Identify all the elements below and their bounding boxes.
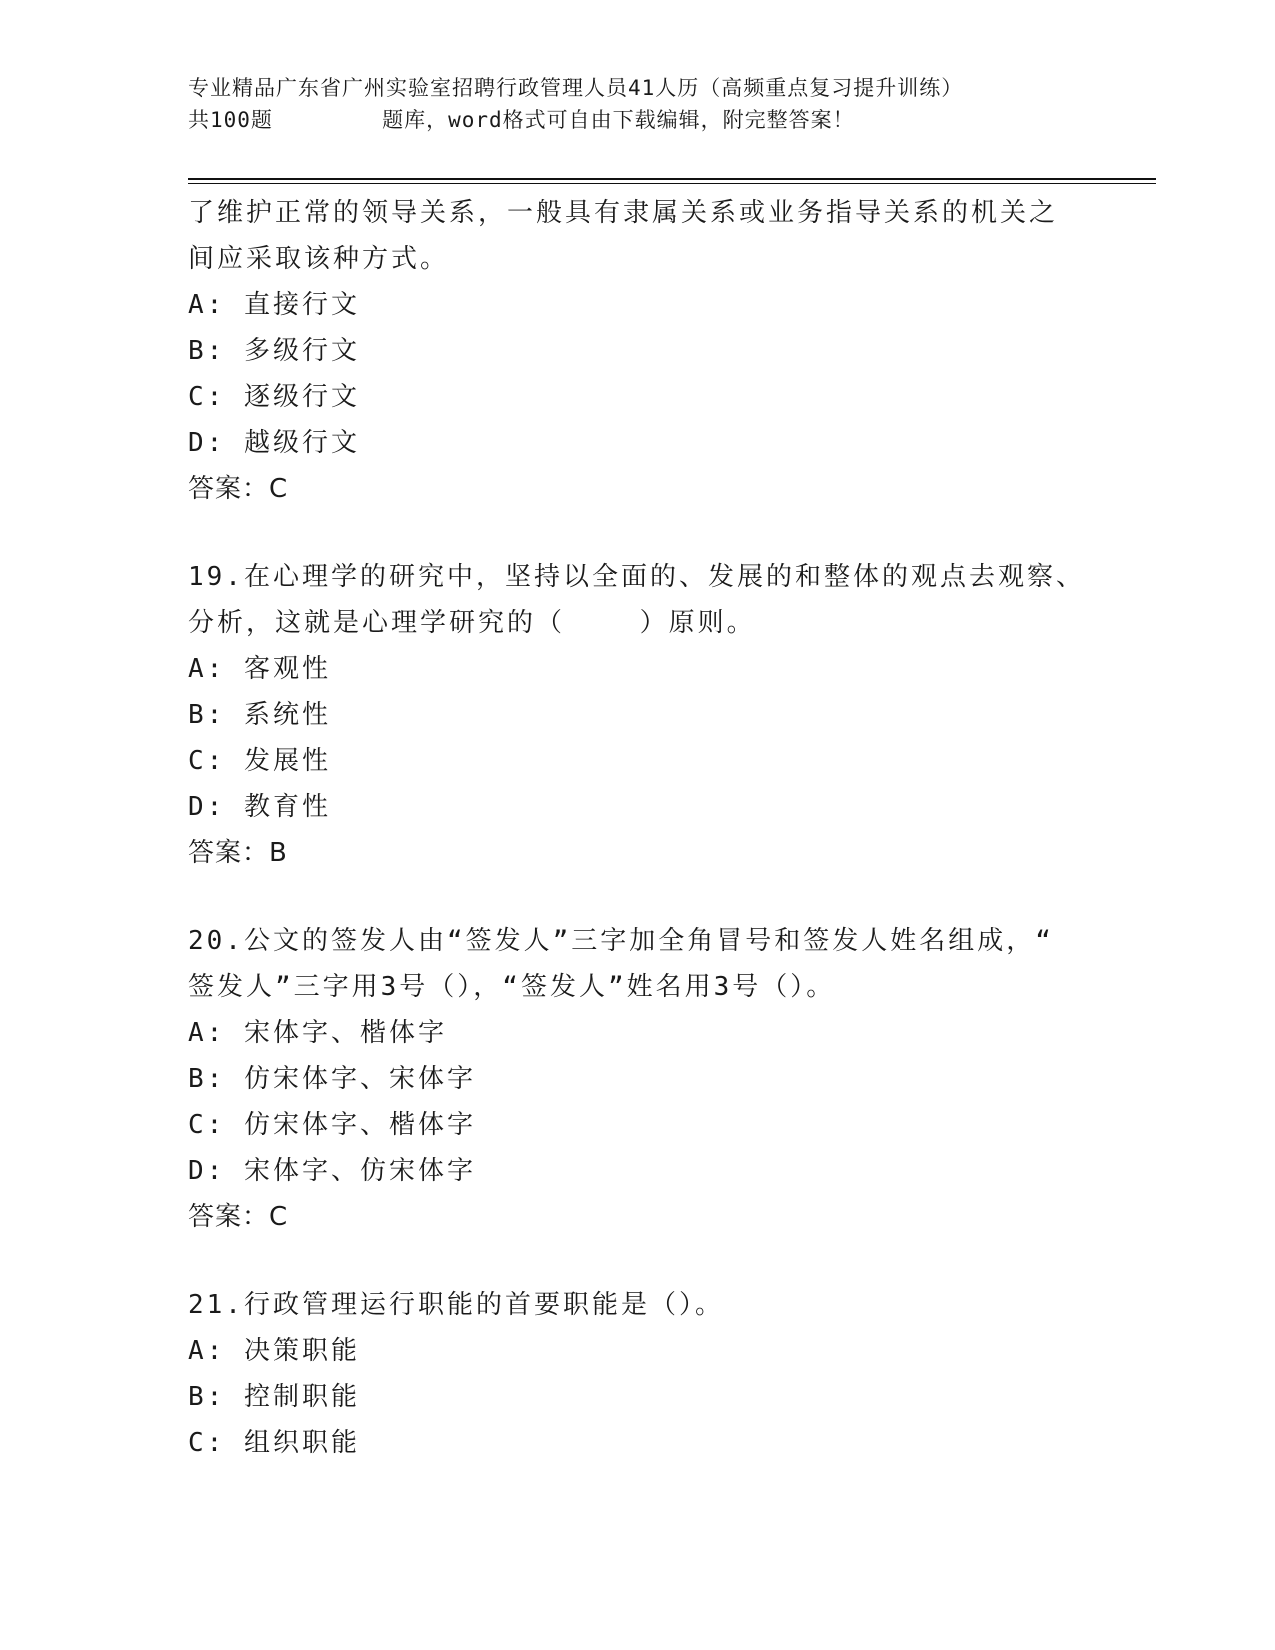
option-a: A: 客观性 (188, 654, 331, 684)
question-stem: 签发人”三字用3号（），“签发人”姓名用3号（）。 (188, 972, 836, 1002)
option-d: D: 教育性 (188, 792, 331, 822)
question-19 (188, 554, 1088, 876)
page-header (188, 72, 963, 136)
option-b: B: 多级行文 (188, 336, 360, 366)
option-c: C: 逐级行文 (188, 382, 360, 412)
question-18 (188, 190, 1088, 512)
option-c: C: 仿宋体字、楷体字 (188, 1110, 476, 1140)
option-d: D: 越级行文 (188, 428, 360, 458)
question-stem: 分析，这就是心理学研究的（ ）原则。 (188, 608, 756, 638)
question-20 (188, 918, 1088, 1240)
header-title-line: 专业精品广东省广州实验室招聘行政管理人员41人历（高频重点复习提升训练） (188, 76, 964, 100)
option-a: A: 直接行文 (188, 290, 360, 320)
question-list (188, 190, 1088, 1466)
option-a: A: 决策职能 (188, 1336, 360, 1366)
answer: 答案：C (188, 1202, 289, 1232)
header-divider-thick (188, 178, 1156, 180)
option-c: C: 组织职能 (188, 1428, 360, 1458)
option-b: B: 系统性 (188, 700, 331, 730)
question-stem: 20.公文的签发人由“签发人”三字加全角冒号和签发人姓名组成，“ (188, 926, 1054, 956)
option-b: B: 控制职能 (188, 1382, 360, 1412)
option-a: A: 宋体字、楷体字 (188, 1018, 447, 1048)
option-c: C: 发展性 (188, 746, 331, 776)
option-d: D: 宋体字、仿宋体字 (188, 1156, 476, 1186)
header-subtitle-line: 共100题 题库，word格式可自由下载编辑，附完整答案！ (188, 108, 855, 132)
header-divider-thin (188, 183, 1156, 184)
question-stem: 21.行政管理运行职能的首要职能是（）。 (188, 1290, 724, 1320)
option-b: B: 仿宋体字、宋体字 (188, 1064, 476, 1094)
question-stem: 了维护正常的领导关系，一般具有隶属关系或业务指导关系的机关之 (188, 198, 1059, 228)
question-stem: 19.在心理学的研究中，坚持以全面的、发展的和整体的观点去观察、 (188, 562, 1085, 592)
answer: 答案：B (188, 838, 288, 868)
question-21 (188, 1282, 1088, 1466)
question-stem: 间应采取该种方式。 (188, 244, 450, 274)
answer: 答案：C (188, 474, 289, 504)
